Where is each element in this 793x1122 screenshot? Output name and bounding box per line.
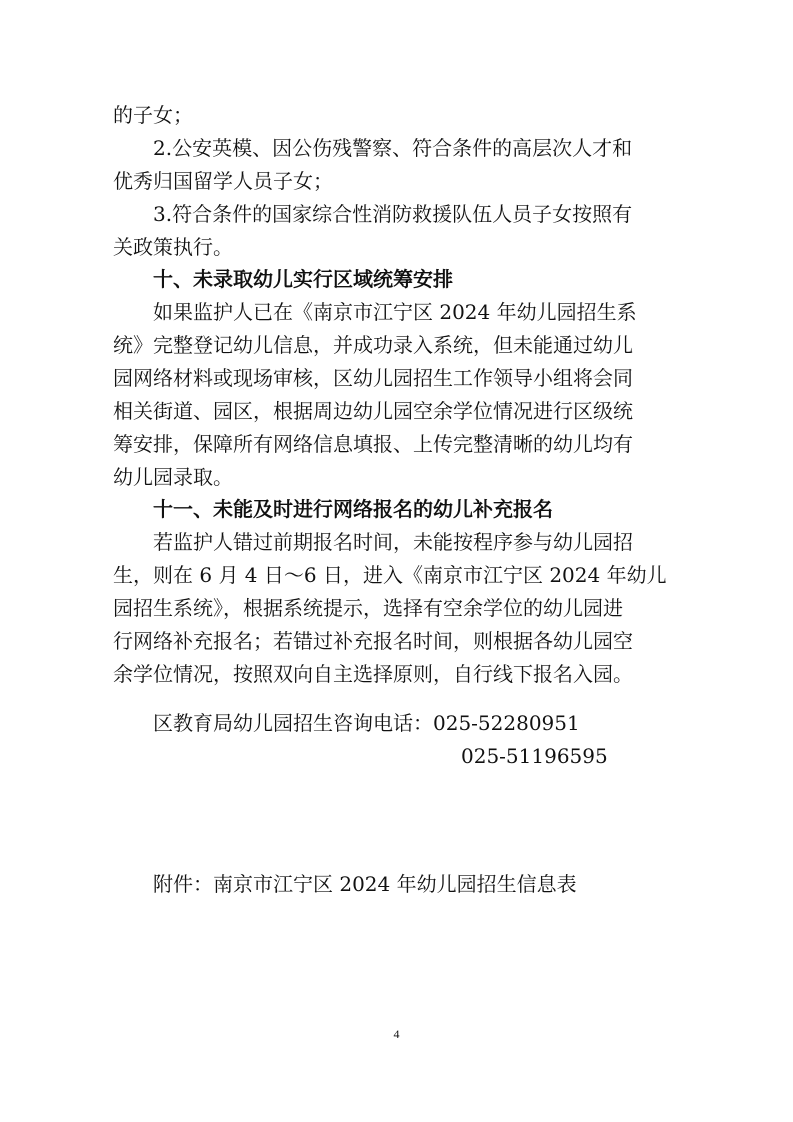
section-heading-11: 十一、未能及时进行网络报名的幼儿补充报名 xyxy=(113,497,553,521)
page-number: 4 xyxy=(393,1027,400,1041)
paragraph-line: 园网络材料或现场审核，区幼儿园招生工作领导小组将会同 xyxy=(113,366,633,390)
contact-phone-line: 区教育局幼儿园招生咨询电话：025-52280951 xyxy=(113,711,580,735)
paragraph-line: 2.公安英模、因公伤残警察、符合条件的高层次人才和 xyxy=(113,136,633,160)
paragraph-line: 统》完整登记幼儿信息，并成功录入系统，但未能通过幼儿 xyxy=(113,333,633,357)
paragraph-line: 园招生系统》，根据系统提示，选择有空余学位的幼儿园进 xyxy=(113,596,623,620)
paragraph-line: 行网络补充报名；若错过补充报名时间，则根据各幼儿园空 xyxy=(113,629,633,653)
paragraph-line: 幼儿园录取。 xyxy=(113,465,233,489)
paragraph-line: 相关街道、园区，根据周边幼儿园空余学位情况进行区级统 xyxy=(113,399,633,423)
paragraph-line: 若监护人错过前期报名时间，未能按程序参与幼儿园招 xyxy=(113,530,633,554)
attachment-line: 附件：南京市江宁区 2024 年幼儿园招生信息表 xyxy=(113,872,577,896)
paragraph-line: 如果监护人已在《南京市江宁区 2024 年幼儿园招生系 xyxy=(113,300,637,324)
paragraph-line: 3.符合条件的国家综合性消防救援队伍人员子女按照有 xyxy=(113,202,633,226)
paragraph-line: 生，则在 6 月 4 日～6 日，进入《南京市江宁区 2024 年幼儿 xyxy=(113,563,667,587)
paragraph-line: 关政策执行。 xyxy=(113,235,233,259)
section-heading-10: 十、未录取幼儿实行区域统筹安排 xyxy=(113,267,453,291)
paragraph-line: 筹安排，保障所有网络信息填报、上传完整清晰的幼儿均有 xyxy=(113,432,633,456)
paragraph-line: 优秀归国留学人员子女； xyxy=(113,169,333,193)
paragraph-line: 的子女； xyxy=(113,103,193,127)
contact-phone-2: 025-51196595 xyxy=(461,744,608,768)
paragraph-line: 余学位情况，按照双向自主选择原则，自行线下报名入园。 xyxy=(113,662,633,686)
